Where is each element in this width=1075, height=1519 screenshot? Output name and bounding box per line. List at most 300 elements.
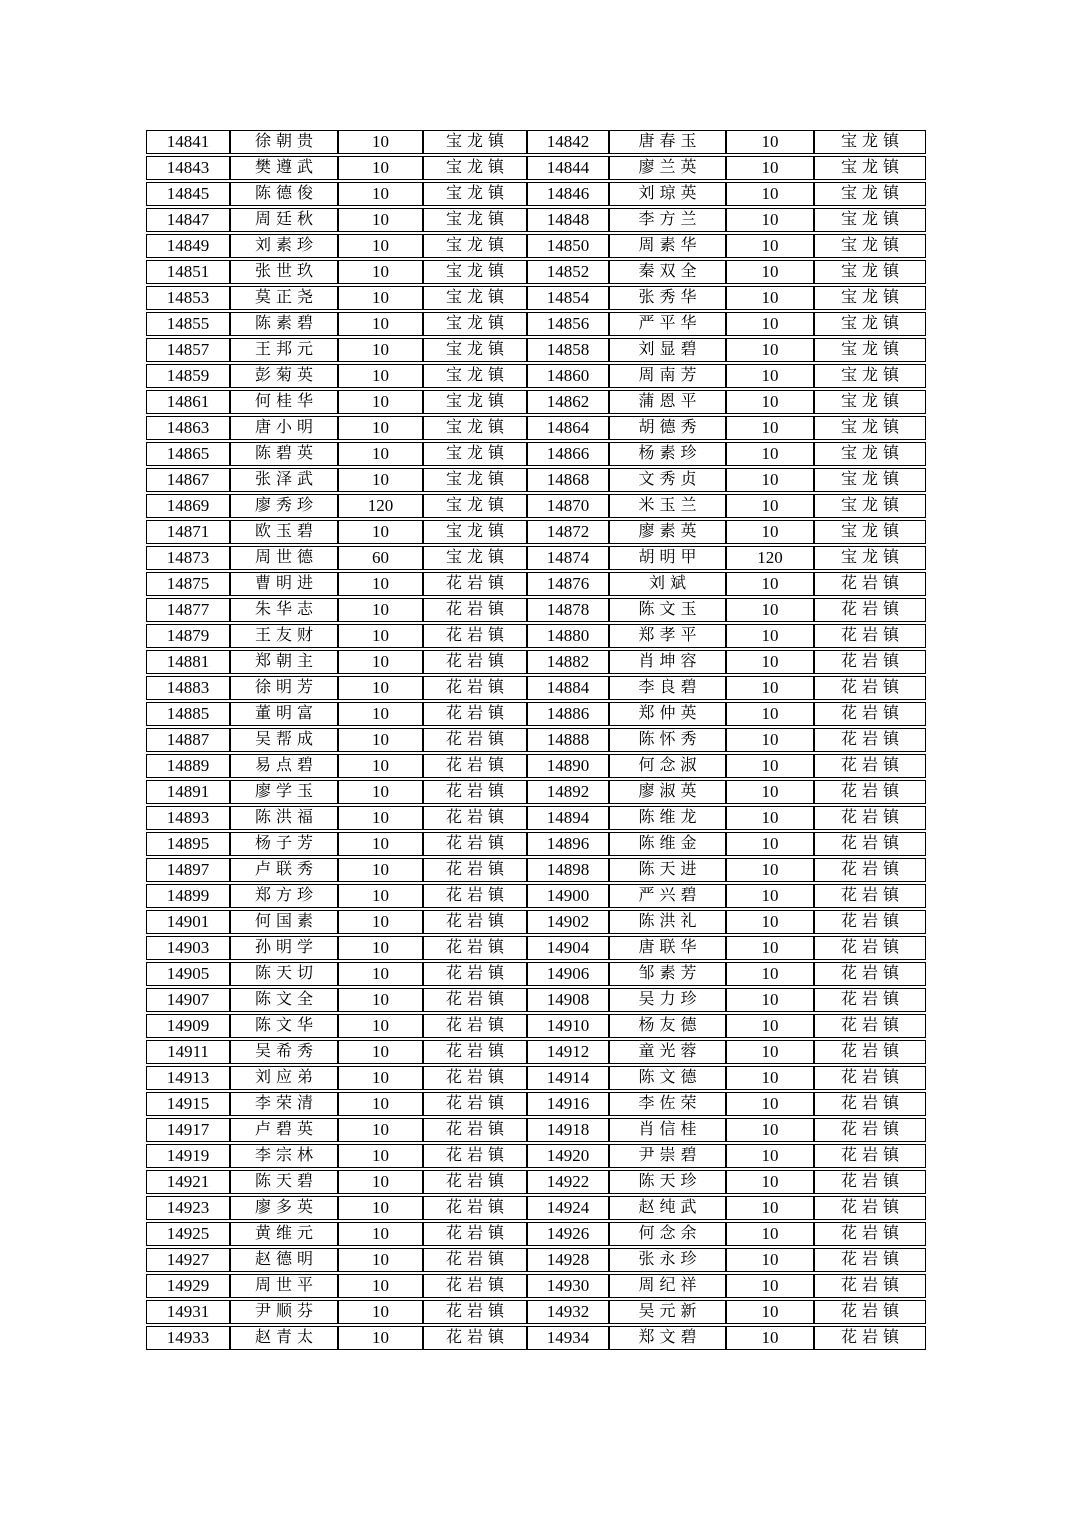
record-id-cell: 14851: [146, 260, 230, 284]
amount-cell: 10: [726, 260, 814, 284]
amount-cell: 10: [338, 1196, 423, 1220]
amount-cell: 10: [338, 598, 423, 622]
amount-cell: 10: [338, 1300, 423, 1324]
person-name-cell: 孙明学: [230, 936, 338, 960]
person-name-cell: 周纪祥: [609, 1274, 726, 1298]
record-id-cell: 14864: [527, 416, 609, 440]
amount-cell: 10: [726, 390, 814, 414]
town-cell: 花岩镇: [423, 962, 527, 986]
amount-cell: 10: [726, 182, 814, 206]
record-id-cell: 14843: [146, 156, 230, 180]
town-cell: 花岩镇: [423, 754, 527, 778]
town-cell: 宝龙镇: [423, 182, 527, 206]
table-row: [146, 1300, 926, 1324]
person-name-cell: 杨子芳: [230, 832, 338, 856]
town-cell: 宝龙镇: [423, 156, 527, 180]
town-cell: 花岩镇: [814, 728, 926, 752]
amount-cell: 10: [726, 598, 814, 622]
record-id-cell: 14889: [146, 754, 230, 778]
record-id-cell: 14894: [527, 806, 609, 830]
person-name-cell: 陈碧英: [230, 442, 338, 466]
table-row: [146, 364, 926, 388]
person-name-cell: 陈德俊: [230, 182, 338, 206]
table-row: [146, 1274, 926, 1298]
person-name-cell: 蒲恩平: [609, 390, 726, 414]
town-cell: 花岩镇: [814, 1274, 926, 1298]
person-name-cell: 胡德秀: [609, 416, 726, 440]
record-id-cell: 14885: [146, 702, 230, 726]
person-name-cell: 唐联华: [609, 936, 726, 960]
table-row: [146, 520, 926, 544]
record-id-cell: 14844: [527, 156, 609, 180]
amount-cell: 10: [726, 728, 814, 752]
person-name-cell: 周素华: [609, 234, 726, 258]
town-cell: 宝龙镇: [814, 416, 926, 440]
person-name-cell: 吴希秀: [230, 1040, 338, 1064]
amount-cell: 10: [726, 910, 814, 934]
table-row: [146, 624, 926, 648]
record-id-cell: 14911: [146, 1040, 230, 1064]
amount-cell: 120: [338, 494, 423, 518]
person-name-cell: 刘显碧: [609, 338, 726, 362]
amount-cell: 10: [726, 936, 814, 960]
person-name-cell: 董明富: [230, 702, 338, 726]
record-id-cell: 14914: [527, 1066, 609, 1090]
amount-cell: 10: [338, 234, 423, 258]
person-name-cell: 徐明芳: [230, 676, 338, 700]
amount-cell: 10: [726, 754, 814, 778]
town-cell: 花岩镇: [814, 650, 926, 674]
town-cell: 花岩镇: [423, 1248, 527, 1272]
town-cell: 宝龙镇: [814, 312, 926, 336]
amount-cell: 10: [338, 650, 423, 674]
record-id-cell: 14903: [146, 936, 230, 960]
town-cell: 宝龙镇: [423, 468, 527, 492]
record-id-cell: 14909: [146, 1014, 230, 1038]
table-row: [146, 962, 926, 986]
record-id-cell: 14933: [146, 1326, 230, 1350]
amount-cell: 10: [726, 494, 814, 518]
town-cell: 花岩镇: [423, 988, 527, 1012]
amount-cell: 10: [338, 728, 423, 752]
amount-cell: 10: [338, 260, 423, 284]
record-id-cell: 14855: [146, 312, 230, 336]
amount-cell: 10: [726, 806, 814, 830]
amount-cell: 10: [338, 858, 423, 882]
person-name-cell: 何念余: [609, 1222, 726, 1246]
town-cell: 花岩镇: [814, 1014, 926, 1038]
town-cell: 花岩镇: [423, 1092, 527, 1116]
record-id-cell: 14884: [527, 676, 609, 700]
amount-cell: 10: [338, 1014, 423, 1038]
record-id-cell: 14930: [527, 1274, 609, 1298]
record-id-cell: 14917: [146, 1118, 230, 1142]
person-name-cell: 张世玖: [230, 260, 338, 284]
amount-cell: 10: [726, 832, 814, 856]
amount-cell: 10: [338, 286, 423, 310]
town-cell: 花岩镇: [814, 780, 926, 804]
record-id-cell: 14898: [527, 858, 609, 882]
town-cell: 宝龙镇: [423, 546, 527, 570]
amount-cell: 10: [338, 884, 423, 908]
record-id-cell: 14910: [527, 1014, 609, 1038]
person-name-cell: 朱华志: [230, 598, 338, 622]
amount-cell: 60: [338, 546, 423, 570]
amount-cell: 10: [338, 390, 423, 414]
person-name-cell: 易点碧: [230, 754, 338, 778]
person-name-cell: 郑文碧: [609, 1326, 726, 1350]
record-id-cell: 14857: [146, 338, 230, 362]
town-cell: 宝龙镇: [814, 156, 926, 180]
roster-table: [146, 128, 926, 1352]
record-id-cell: 14862: [527, 390, 609, 414]
amount-cell: 10: [726, 416, 814, 440]
town-cell: 花岩镇: [814, 1144, 926, 1168]
table-row: [146, 1066, 926, 1090]
table-row: [146, 988, 926, 1012]
person-name-cell: 廖秀珍: [230, 494, 338, 518]
person-name-cell: 赵德明: [230, 1248, 338, 1272]
person-name-cell: 彭菊英: [230, 364, 338, 388]
amount-cell: 10: [338, 1092, 423, 1116]
amount-cell: 10: [726, 286, 814, 310]
amount-cell: 10: [726, 1222, 814, 1246]
record-id-cell: 14906: [527, 962, 609, 986]
town-cell: 宝龙镇: [423, 260, 527, 284]
person-name-cell: 周世德: [230, 546, 338, 570]
person-name-cell: 陈维龙: [609, 806, 726, 830]
person-name-cell: 何念淑: [609, 754, 726, 778]
table-row: [146, 442, 926, 466]
amount-cell: 10: [726, 1118, 814, 1142]
amount-cell: 10: [726, 676, 814, 700]
amount-cell: 10: [726, 520, 814, 544]
town-cell: 宝龙镇: [423, 520, 527, 544]
town-cell: 花岩镇: [814, 936, 926, 960]
record-id-cell: 14863: [146, 416, 230, 440]
amount-cell: 10: [726, 1066, 814, 1090]
record-id-cell: 14874: [527, 546, 609, 570]
amount-cell: 10: [338, 1040, 423, 1064]
town-cell: 花岩镇: [814, 1170, 926, 1194]
amount-cell: 10: [726, 1196, 814, 1220]
amount-cell: 10: [726, 156, 814, 180]
amount-cell: 10: [338, 364, 423, 388]
table-row: [146, 702, 926, 726]
town-cell: 宝龙镇: [814, 546, 926, 570]
town-cell: 花岩镇: [423, 910, 527, 934]
town-cell: 花岩镇: [814, 1040, 926, 1064]
person-name-cell: 刘琼英: [609, 182, 726, 206]
town-cell: 宝龙镇: [423, 442, 527, 466]
town-cell: 宝龙镇: [814, 338, 926, 362]
record-id-cell: 14888: [527, 728, 609, 752]
amount-cell: 10: [726, 1092, 814, 1116]
record-id-cell: 14852: [527, 260, 609, 284]
person-name-cell: 刘素珍: [230, 234, 338, 258]
person-name-cell: 陈文德: [609, 1066, 726, 1090]
amount-cell: 10: [726, 1326, 814, 1350]
roster-table-body: [146, 130, 926, 1350]
town-cell: 宝龙镇: [423, 234, 527, 258]
record-id-cell: 14921: [146, 1170, 230, 1194]
record-id-cell: 14886: [527, 702, 609, 726]
amount-cell: 10: [338, 1170, 423, 1194]
amount-cell: 10: [338, 572, 423, 596]
town-cell: 花岩镇: [814, 1300, 926, 1324]
person-name-cell: 吴帮成: [230, 728, 338, 752]
amount-cell: 10: [338, 416, 423, 440]
amount-cell: 10: [338, 806, 423, 830]
record-id-cell: 14887: [146, 728, 230, 752]
town-cell: 花岩镇: [423, 936, 527, 960]
table-row: [146, 494, 926, 518]
town-cell: 花岩镇: [423, 884, 527, 908]
record-id-cell: 14922: [527, 1170, 609, 1194]
town-cell: 花岩镇: [814, 1248, 926, 1272]
amount-cell: 10: [726, 208, 814, 232]
town-cell: 宝龙镇: [814, 442, 926, 466]
town-cell: 宝龙镇: [814, 468, 926, 492]
person-name-cell: 胡明甲: [609, 546, 726, 570]
person-name-cell: 唐小明: [230, 416, 338, 440]
amount-cell: 10: [338, 936, 423, 960]
person-name-cell: 张泽武: [230, 468, 338, 492]
record-id-cell: 14865: [146, 442, 230, 466]
town-cell: 花岩镇: [814, 962, 926, 986]
amount-cell: 10: [726, 312, 814, 336]
town-cell: 花岩镇: [814, 1066, 926, 1090]
table-row: [146, 338, 926, 362]
record-id-cell: 14877: [146, 598, 230, 622]
record-id-cell: 14890: [527, 754, 609, 778]
person-name-cell: 王邦元: [230, 338, 338, 362]
person-name-cell: 廖多英: [230, 1196, 338, 1220]
table-row: [146, 130, 926, 154]
record-id-cell: 14872: [527, 520, 609, 544]
town-cell: 花岩镇: [814, 910, 926, 934]
person-name-cell: 黄维元: [230, 1222, 338, 1246]
table-row: [146, 832, 926, 856]
town-cell: 花岩镇: [814, 1118, 926, 1142]
table-row: [146, 780, 926, 804]
amount-cell: 10: [726, 962, 814, 986]
town-cell: 宝龙镇: [423, 338, 527, 362]
person-name-cell: 童光蓉: [609, 1040, 726, 1064]
person-name-cell: 刘应弟: [230, 1066, 338, 1090]
amount-cell: 10: [338, 1274, 423, 1298]
person-name-cell: 尹顺芬: [230, 1300, 338, 1324]
person-name-cell: 王友财: [230, 624, 338, 648]
person-name-cell: 郑方珍: [230, 884, 338, 908]
amount-cell: 10: [726, 858, 814, 882]
town-cell: 花岩镇: [423, 832, 527, 856]
table-row: [146, 1040, 926, 1064]
person-name-cell: 廖兰英: [609, 156, 726, 180]
person-name-cell: 欧玉碧: [230, 520, 338, 544]
table-row: [146, 598, 926, 622]
town-cell: 花岩镇: [814, 572, 926, 596]
person-name-cell: 文秀贞: [609, 468, 726, 492]
record-id-cell: 14924: [527, 1196, 609, 1220]
amount-cell: 10: [338, 988, 423, 1012]
amount-cell: 10: [338, 130, 423, 154]
town-cell: 花岩镇: [814, 858, 926, 882]
person-name-cell: 卢联秀: [230, 858, 338, 882]
amount-cell: 10: [726, 1274, 814, 1298]
amount-cell: 10: [726, 572, 814, 596]
person-name-cell: 陈洪礼: [609, 910, 726, 934]
record-id-cell: 14859: [146, 364, 230, 388]
record-id-cell: 14896: [527, 832, 609, 856]
table-row: [146, 1170, 926, 1194]
town-cell: 花岩镇: [423, 1144, 527, 1168]
person-name-cell: 肖坤容: [609, 650, 726, 674]
town-cell: 花岩镇: [814, 598, 926, 622]
record-id-cell: 14869: [146, 494, 230, 518]
amount-cell: 10: [726, 1170, 814, 1194]
table-row: [146, 1144, 926, 1168]
record-id-cell: 14868: [527, 468, 609, 492]
amount-cell: 10: [338, 1144, 423, 1168]
town-cell: 花岩镇: [423, 728, 527, 752]
person-name-cell: 赵纯武: [609, 1196, 726, 1220]
table-row: [146, 884, 926, 908]
record-id-cell: 14841: [146, 130, 230, 154]
town-cell: 宝龙镇: [814, 234, 926, 258]
record-id-cell: 14926: [527, 1222, 609, 1246]
person-name-cell: 赵青太: [230, 1326, 338, 1350]
person-name-cell: 秦双全: [609, 260, 726, 284]
table-row: [146, 1092, 926, 1116]
town-cell: 花岩镇: [423, 1300, 527, 1324]
record-id-cell: 14861: [146, 390, 230, 414]
record-id-cell: 14932: [527, 1300, 609, 1324]
record-id-cell: 14860: [527, 364, 609, 388]
amount-cell: 10: [726, 442, 814, 466]
amount-cell: 10: [726, 1014, 814, 1038]
person-name-cell: 张永珍: [609, 1248, 726, 1272]
table-row: [146, 936, 926, 960]
record-id-cell: 14893: [146, 806, 230, 830]
town-cell: 宝龙镇: [814, 260, 926, 284]
amount-cell: 10: [338, 442, 423, 466]
record-id-cell: 14927: [146, 1248, 230, 1272]
town-cell: 花岩镇: [423, 1326, 527, 1350]
town-cell: 花岩镇: [814, 702, 926, 726]
record-id-cell: 14883: [146, 676, 230, 700]
town-cell: 宝龙镇: [423, 390, 527, 414]
person-name-cell: 廖淑英: [609, 780, 726, 804]
table-row: [146, 286, 926, 310]
record-id-cell: 14905: [146, 962, 230, 986]
table-row: [146, 260, 926, 284]
town-cell: 花岩镇: [423, 598, 527, 622]
town-cell: 花岩镇: [423, 624, 527, 648]
person-name-cell: 严平华: [609, 312, 726, 336]
record-id-cell: 14873: [146, 546, 230, 570]
town-cell: 宝龙镇: [814, 286, 926, 310]
person-name-cell: 陈文玉: [609, 598, 726, 622]
record-id-cell: 14846: [527, 182, 609, 206]
amount-cell: 10: [338, 1222, 423, 1246]
record-id-cell: 14853: [146, 286, 230, 310]
amount-cell: 10: [338, 676, 423, 700]
amount-cell: 10: [726, 364, 814, 388]
amount-cell: 10: [726, 468, 814, 492]
town-cell: 花岩镇: [814, 624, 926, 648]
amount-cell: 10: [726, 1300, 814, 1324]
record-id-cell: 14880: [527, 624, 609, 648]
person-name-cell: 吴力珍: [609, 988, 726, 1012]
person-name-cell: 陈天碧: [230, 1170, 338, 1194]
amount-cell: 10: [338, 338, 423, 362]
person-name-cell: 陈维金: [609, 832, 726, 856]
person-name-cell: 李佐荣: [609, 1092, 726, 1116]
town-cell: 宝龙镇: [423, 494, 527, 518]
record-id-cell: 14907: [146, 988, 230, 1012]
record-id-cell: 14900: [527, 884, 609, 908]
amount-cell: 10: [338, 468, 423, 492]
amount-cell: 10: [338, 520, 423, 544]
person-name-cell: 郑朝主: [230, 650, 338, 674]
town-cell: 花岩镇: [423, 1222, 527, 1246]
amount-cell: 10: [726, 130, 814, 154]
record-id-cell: 14858: [527, 338, 609, 362]
amount-cell: 10: [726, 650, 814, 674]
person-name-cell: 李方兰: [609, 208, 726, 232]
record-id-cell: 14931: [146, 1300, 230, 1324]
record-id-cell: 14848: [527, 208, 609, 232]
record-id-cell: 14928: [527, 1248, 609, 1272]
record-id-cell: 14904: [527, 936, 609, 960]
town-cell: 花岩镇: [423, 1118, 527, 1142]
town-cell: 花岩镇: [814, 1196, 926, 1220]
table-row: [146, 546, 926, 570]
table-row: [146, 1196, 926, 1220]
person-name-cell: 杨友德: [609, 1014, 726, 1038]
person-name-cell: 肖信桂: [609, 1118, 726, 1142]
person-name-cell: 曹明进: [230, 572, 338, 596]
record-id-cell: 14850: [527, 234, 609, 258]
town-cell: 花岩镇: [423, 1170, 527, 1194]
amount-cell: 10: [338, 208, 423, 232]
person-name-cell: 唐春玉: [609, 130, 726, 154]
person-name-cell: 米玉兰: [609, 494, 726, 518]
record-id-cell: 14899: [146, 884, 230, 908]
table-row: [146, 312, 926, 336]
record-id-cell: 14929: [146, 1274, 230, 1298]
town-cell: 宝龙镇: [814, 182, 926, 206]
record-id-cell: 14916: [527, 1092, 609, 1116]
amount-cell: 10: [338, 910, 423, 934]
person-name-cell: 周廷秋: [230, 208, 338, 232]
amount-cell: 10: [338, 702, 423, 726]
amount-cell: 10: [338, 1326, 423, 1350]
person-name-cell: 徐朝贵: [230, 130, 338, 154]
amount-cell: 10: [338, 780, 423, 804]
person-name-cell: 李荣清: [230, 1092, 338, 1116]
table-row: [146, 1014, 926, 1038]
table-row: [146, 416, 926, 440]
town-cell: 花岩镇: [423, 806, 527, 830]
amount-cell: 10: [338, 624, 423, 648]
town-cell: 花岩镇: [814, 754, 926, 778]
amount-cell: 10: [338, 312, 423, 336]
town-cell: 花岩镇: [814, 832, 926, 856]
person-name-cell: 张秀华: [609, 286, 726, 310]
table-row: [146, 234, 926, 258]
